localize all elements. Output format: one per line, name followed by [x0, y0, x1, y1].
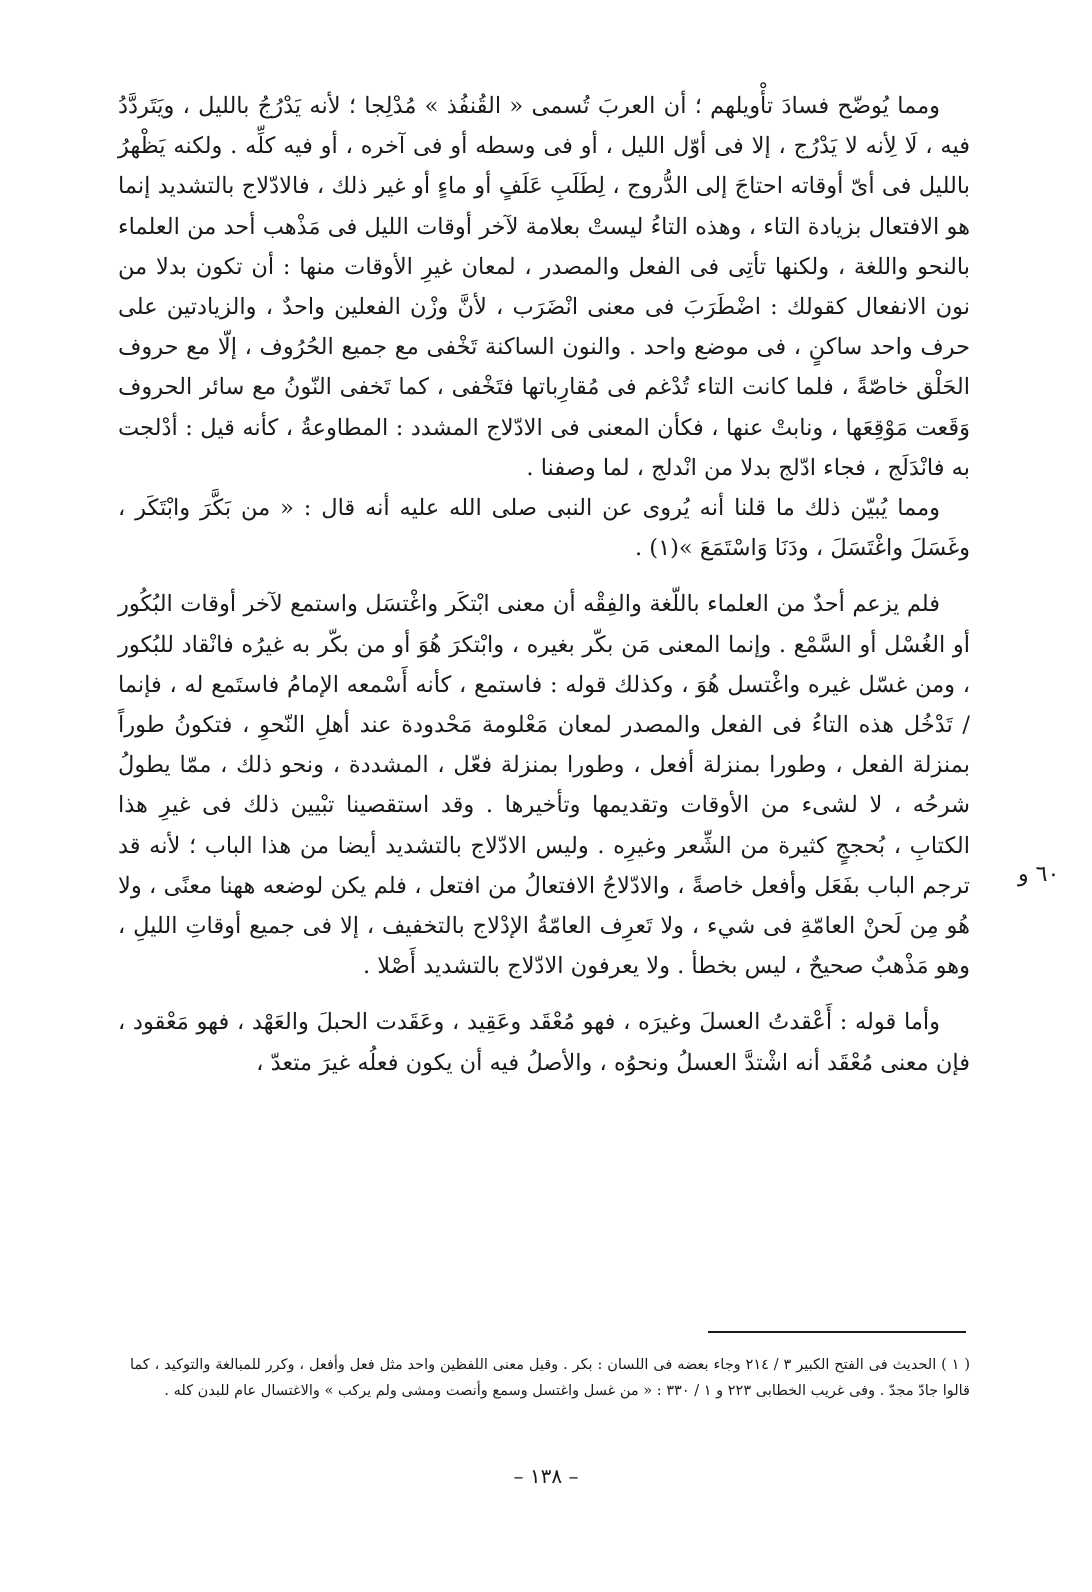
paragraph-1: ومما يُوضّح فسادَ تأْويلهم ؛ أن العربَ تُسمى « القُنفُذ » مُدْلِجا ؛ لأنه يَدْرُجُ بالليل ، ويَتَردَّدُ فيه ، لَا لِأنه لا يَدْرُج ، إلا فى أوّل الليل ، أو فى وسطه أو فى آخره ، أو فيه كلِّه . ولكنه يَظْهرُ بالليل فى أىّ أوقاته احتاجَ إلى الدُّروج ، لِطَلَبِ عَلَفٍ أو ماءٍ أو غير ذلك ، فالادّلاج بالتشديد إنما هو الافتعال بزيادة التاء ، وهذه التاءُ ليستْ بعلامة لآخر أوقات الليل فى مَذْهب أحد من العلماء بالنحو واللغة ، ولكنها تأتِى فى الفعل والمصدر ، لمعان غيرِ الأوقات منها : أن تكون بدلا من نون الانفعال كقولك : اضْطَرَبَ فى معنى انْضَرَب ، لأنَّ وزْن الفعلين واحدٌ ، والزيادتين على حرف واحد ساكنٍ ، فى موضع واحد . والنون الساكنة تَخْفى مع جميع الحُرُوف ، إلّا مع حروف الحَلْق خاصّةً ، فلما كانت التاء تُدْغم فى مُقارِباتها فتَخْفى ، كما تَخفى النّونُ مع سائر الحروف وَقَعت مَوْقِعَها ، ونابتْ عنها ، فكأن المعنى فى الادّلاج المشدد : المطاوعةُ ، كأنه قيل : أدْلجت به فانْدَلَج ، فجاء ادّلج بدلا من انْدلج ، لما وصفنا . — [118, 93, 970, 481]
footnote-divider — [708, 1331, 966, 1333]
footnotes — [130, 1352, 970, 1404]
paragraph-4: وأما قوله : أَعْقدتُ العسلَ وغيرَه ، فهو مُعْقَد وعَقِيد ، وعَقَدت الحبلَ والعَهْد ، فهو مَعْقود ، فإن معنى مُعْقَد أنه اشْتدَّ العسلُ ونحوُه ، والأصلُ فيه أن يكون فعلُه غيرَ متعدّ ، — [118, 1009, 970, 1076]
manuscript-folio-marker: ٦٠ و — [1018, 862, 1060, 887]
footnote-1: ( ١ ) الحديث فى الفتح الكبير ٣ / ٢١٤ وجاء بعضه فى اللسان : بكر . وقيل معنى اللفظين واحد مثل فعل وأفعل ، وكرر للمبالغة والتوكيد ، كما قالوا جادّ مجدّ . وفى غريب الخطابى ٢٢٣ و ١ / ٣٣٠ : « من غسل واغتسل وسمع وأنصت ومشى ولم يركب » والاغتسال عام للبدن كله . — [130, 1357, 970, 1399]
paragraph-3: فلم يزعم أحدٌ من العلماء باللّغة والفِقْه أن معنى ابْتكَر واغْتسَل واستمع لآخر أوقات البُكُور أو الغُسْل أو السَّمْع . وإنما المعنى مَن بكّر بغيره ، وابْتكرَ هُوَ أو من بكّر به غيرُه فانْقاد للبُكور ، ومن غسّل غيره واغْتسل هُوَ ، وكذلك قوله : فاستمع ، كأنه أَسْمعه الإمامُ فاستَمع له ، فإنما / تَدْخُل هذه التاءُ فى الفعل والمصدر لمعان مَعْلومة مَحْدودة عند أهلِ النّحوِ ، فتكونُ طوراً بمنزلة الفعل ، وطورا بمنزلة أفعل ، وطورا بمنزلة فعّل ، المشددة ، ونحو ذلك ، ممّا يطولُ شرحُه ، لا لشىء من الأوقات وتقديمها وتأخيرها . وقد استقصينا تبْيين ذلك فى غيرِ هذا الكتابِ ، بُحججٍ كثيرة من الشِّعر وغيرِه . وليس الادّلاج بالتشديد أيضا من هذا الباب ؛ لأنه قد ترجم الباب بفَعَل وأفعل خاصةً ، والادّلاجُ الافتعالُ من افتعل ، فلم يكن لوضعه ههنا معنًى ، ولا هُو مِن لَحنْ العامّةِ فى شيء ، ولا تَعرِف العامّةُ الإدْلاج بالتخفيف ، إلا فى جميع أوقاتِ الليلِ ، وهو مَذْهبٌ صحيحٌ ، ليس بخطأ . ولا يعرفون الادّلاج بالتشديد أَصْلا . — [118, 591, 970, 980]
page-number: – ١٣٨ – — [513, 1464, 579, 1488]
paragraph-2: ومما يُبيّن ذلك ما قلنا أنه يُروى عن النبى صلى الله عليه أنه قال : « من بَكَّرَ وابْتَكَر ، وغَسَلَ واغْتَسَلَ ، ودَنَا وَاسْتَمَعَ »(١) . — [118, 495, 970, 562]
main-text — [118, 86, 970, 1083]
